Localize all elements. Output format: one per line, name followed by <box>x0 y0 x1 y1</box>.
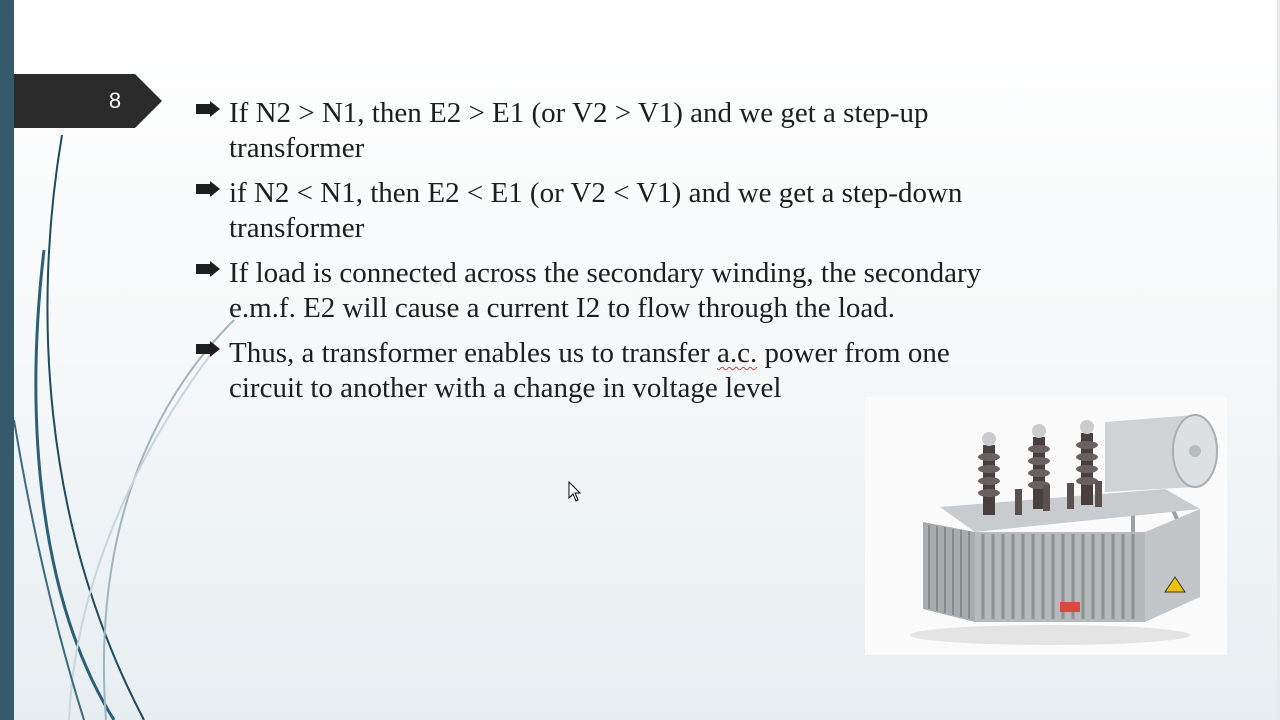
bullet-line: if N2 < N1, then E2 < E1 (or V2 < V1) and we get a step-down <box>229 177 963 209</box>
bullet-text: power from one <box>757 337 950 369</box>
bullet-item <box>193 256 1073 325</box>
arrow-bullet-icon <box>196 101 220 117</box>
arrow-bullet-icon <box>196 261 220 277</box>
bullet-line: circuit to another with a change in voltage level <box>229 371 782 404</box>
transformer-photo <box>865 397 1227 655</box>
bullet-item <box>193 96 1073 165</box>
bullet-line: If N2 > N1, then E2 > E1 (or V2 > V1) and we get a step-up <box>229 97 929 129</box>
slide-number: 8 <box>108 88 122 113</box>
bullet-line: transformer <box>229 211 365 244</box>
bullet-line: transformer <box>229 131 365 164</box>
bullet-list <box>193 96 1073 416</box>
arrow-bullet-icon <box>196 341 220 357</box>
bullet-item <box>193 176 1073 245</box>
bullet-line: If load is connected across the secondary winding, the secondary <box>229 257 982 289</box>
spellcheck-flagged-word: a.c. <box>717 337 758 369</box>
slide-canvas <box>14 0 1280 720</box>
mouse-cursor-icon <box>568 481 582 503</box>
left-accent-bar <box>0 0 14 720</box>
bullet-line: e.m.f. E2 will cause a current I2 to flow through the load. <box>229 291 895 324</box>
bullet-item <box>193 336 1073 405</box>
curve-line <box>47 135 144 720</box>
bullet-text: Thus, a transformer enables us to transfer <box>229 337 718 369</box>
slide-number-tab <box>14 74 162 128</box>
arrow-bullet-icon <box>196 181 220 197</box>
